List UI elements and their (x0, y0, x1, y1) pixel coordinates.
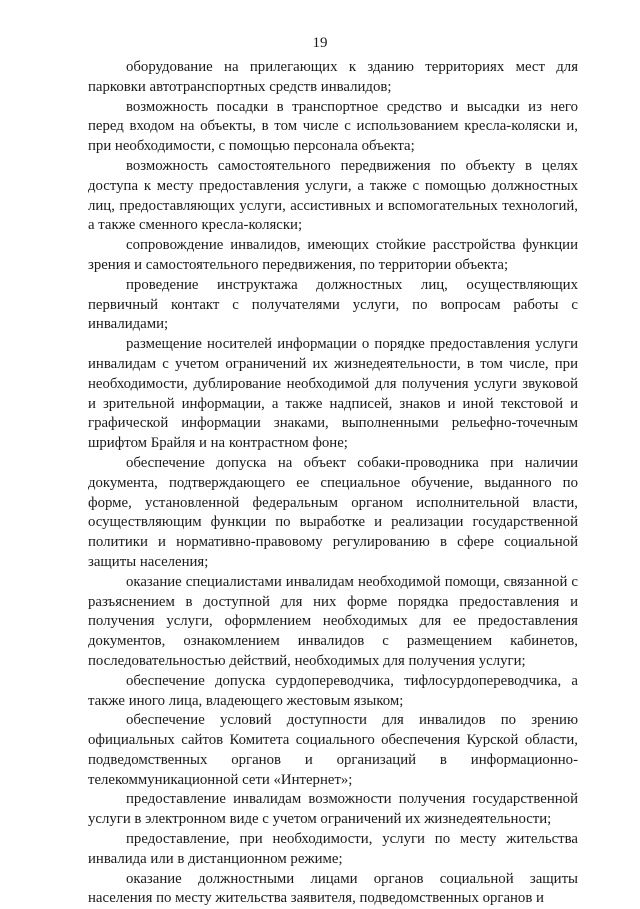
paragraph-10: обеспечение условий доступности для инвалидов по зрению официальных сайтов Комитета социального обеспечения Курской области, подведомственных органов и организаций в информационно-телекоммуникационной сети «Интернет»; (88, 712, 578, 788)
paragraph-4: сопровождение инвалидов, имеющих стойкие расстройства функции зрения и самостоятельного передвижения, по территории объекта; (88, 237, 578, 273)
paragraph-9: обеспечение допуска сурдопереводчика, тифлосурдопереводчика, а также иного лица, владеющего жестовым языком; (88, 672, 578, 709)
paragraph-6: размещение носителей информации о порядке предоставления услуги инвалидам с учетом ограничений их жизнедеятельности, в том числе, при необходимости, дублирование необходимой для получения услуги звуковой и зрительной информации, а также надписей, знаков и иной текстовой и графической информации знаками, выполненными рельефно-точечным шрифтом Брайля и на контрастном фоне; (88, 336, 578, 452)
page-number: 19 (312, 35, 328, 51)
paragraph-7: обеспечение допуска на объект собаки-проводника при наличии документа, подтверждающего ее специальное обучение, выданного по форме, установленной федеральным органом исполнительной власти, осуществляющим функции по выработке и реализации государственной политики и нормативно-правовому регулированию в сфере социальной защиты населения; (88, 454, 578, 570)
paragraph-8: оказание специалистами инвалидам необходимой помощи, связанной с разъяснением в доступной для них форме порядка предоставления и получения услуги, оформлением необходимых для ее предоставления документов, ознакомлением инвалидов с размещением кабинетов, последовательностью действий, необходимых для получения услуги; (88, 573, 578, 669)
paragraph-5: проведение инструктажа должностных лиц, осуществляющих первичный контакт с получателями услуги, по вопросам работы с инвалидами; (88, 276, 578, 333)
paragraph-13: оказание должностными лицами органов социальной защиты населения по месту жительства заявителя, подведомственных органов и (88, 870, 578, 907)
paragraph-12: предоставление, при необходимости, услуги по месту жительства инвалида или в дистанционном режиме; (88, 831, 578, 867)
paragraph-11: предоставление инвалидам возможности получения государственной услуги в электронном виде с учетом ограничений их жизнедеятельности; (88, 791, 578, 828)
document-body (88, 58, 578, 909)
paragraph-1: оборудование на прилегающих к зданию территориях мест для парковки автотранспортных средств инвалидов; (88, 59, 578, 95)
paragraph-2: возможность посадки в транспортное средство и высадки из него перед входом на объекты, в том числе с использованием кресла-коляски и, при необходимости, с помощью персонала объекта; (88, 98, 578, 155)
paragraph-3: возможность самостоятельного передвижения по объекту в целях доступа к месту предоставления услуги, а также с помощью должностных лиц, предоставляющих услуги, ассистивных и вспомогательных технологий, а также сменного кресла-коляски; (88, 157, 578, 234)
